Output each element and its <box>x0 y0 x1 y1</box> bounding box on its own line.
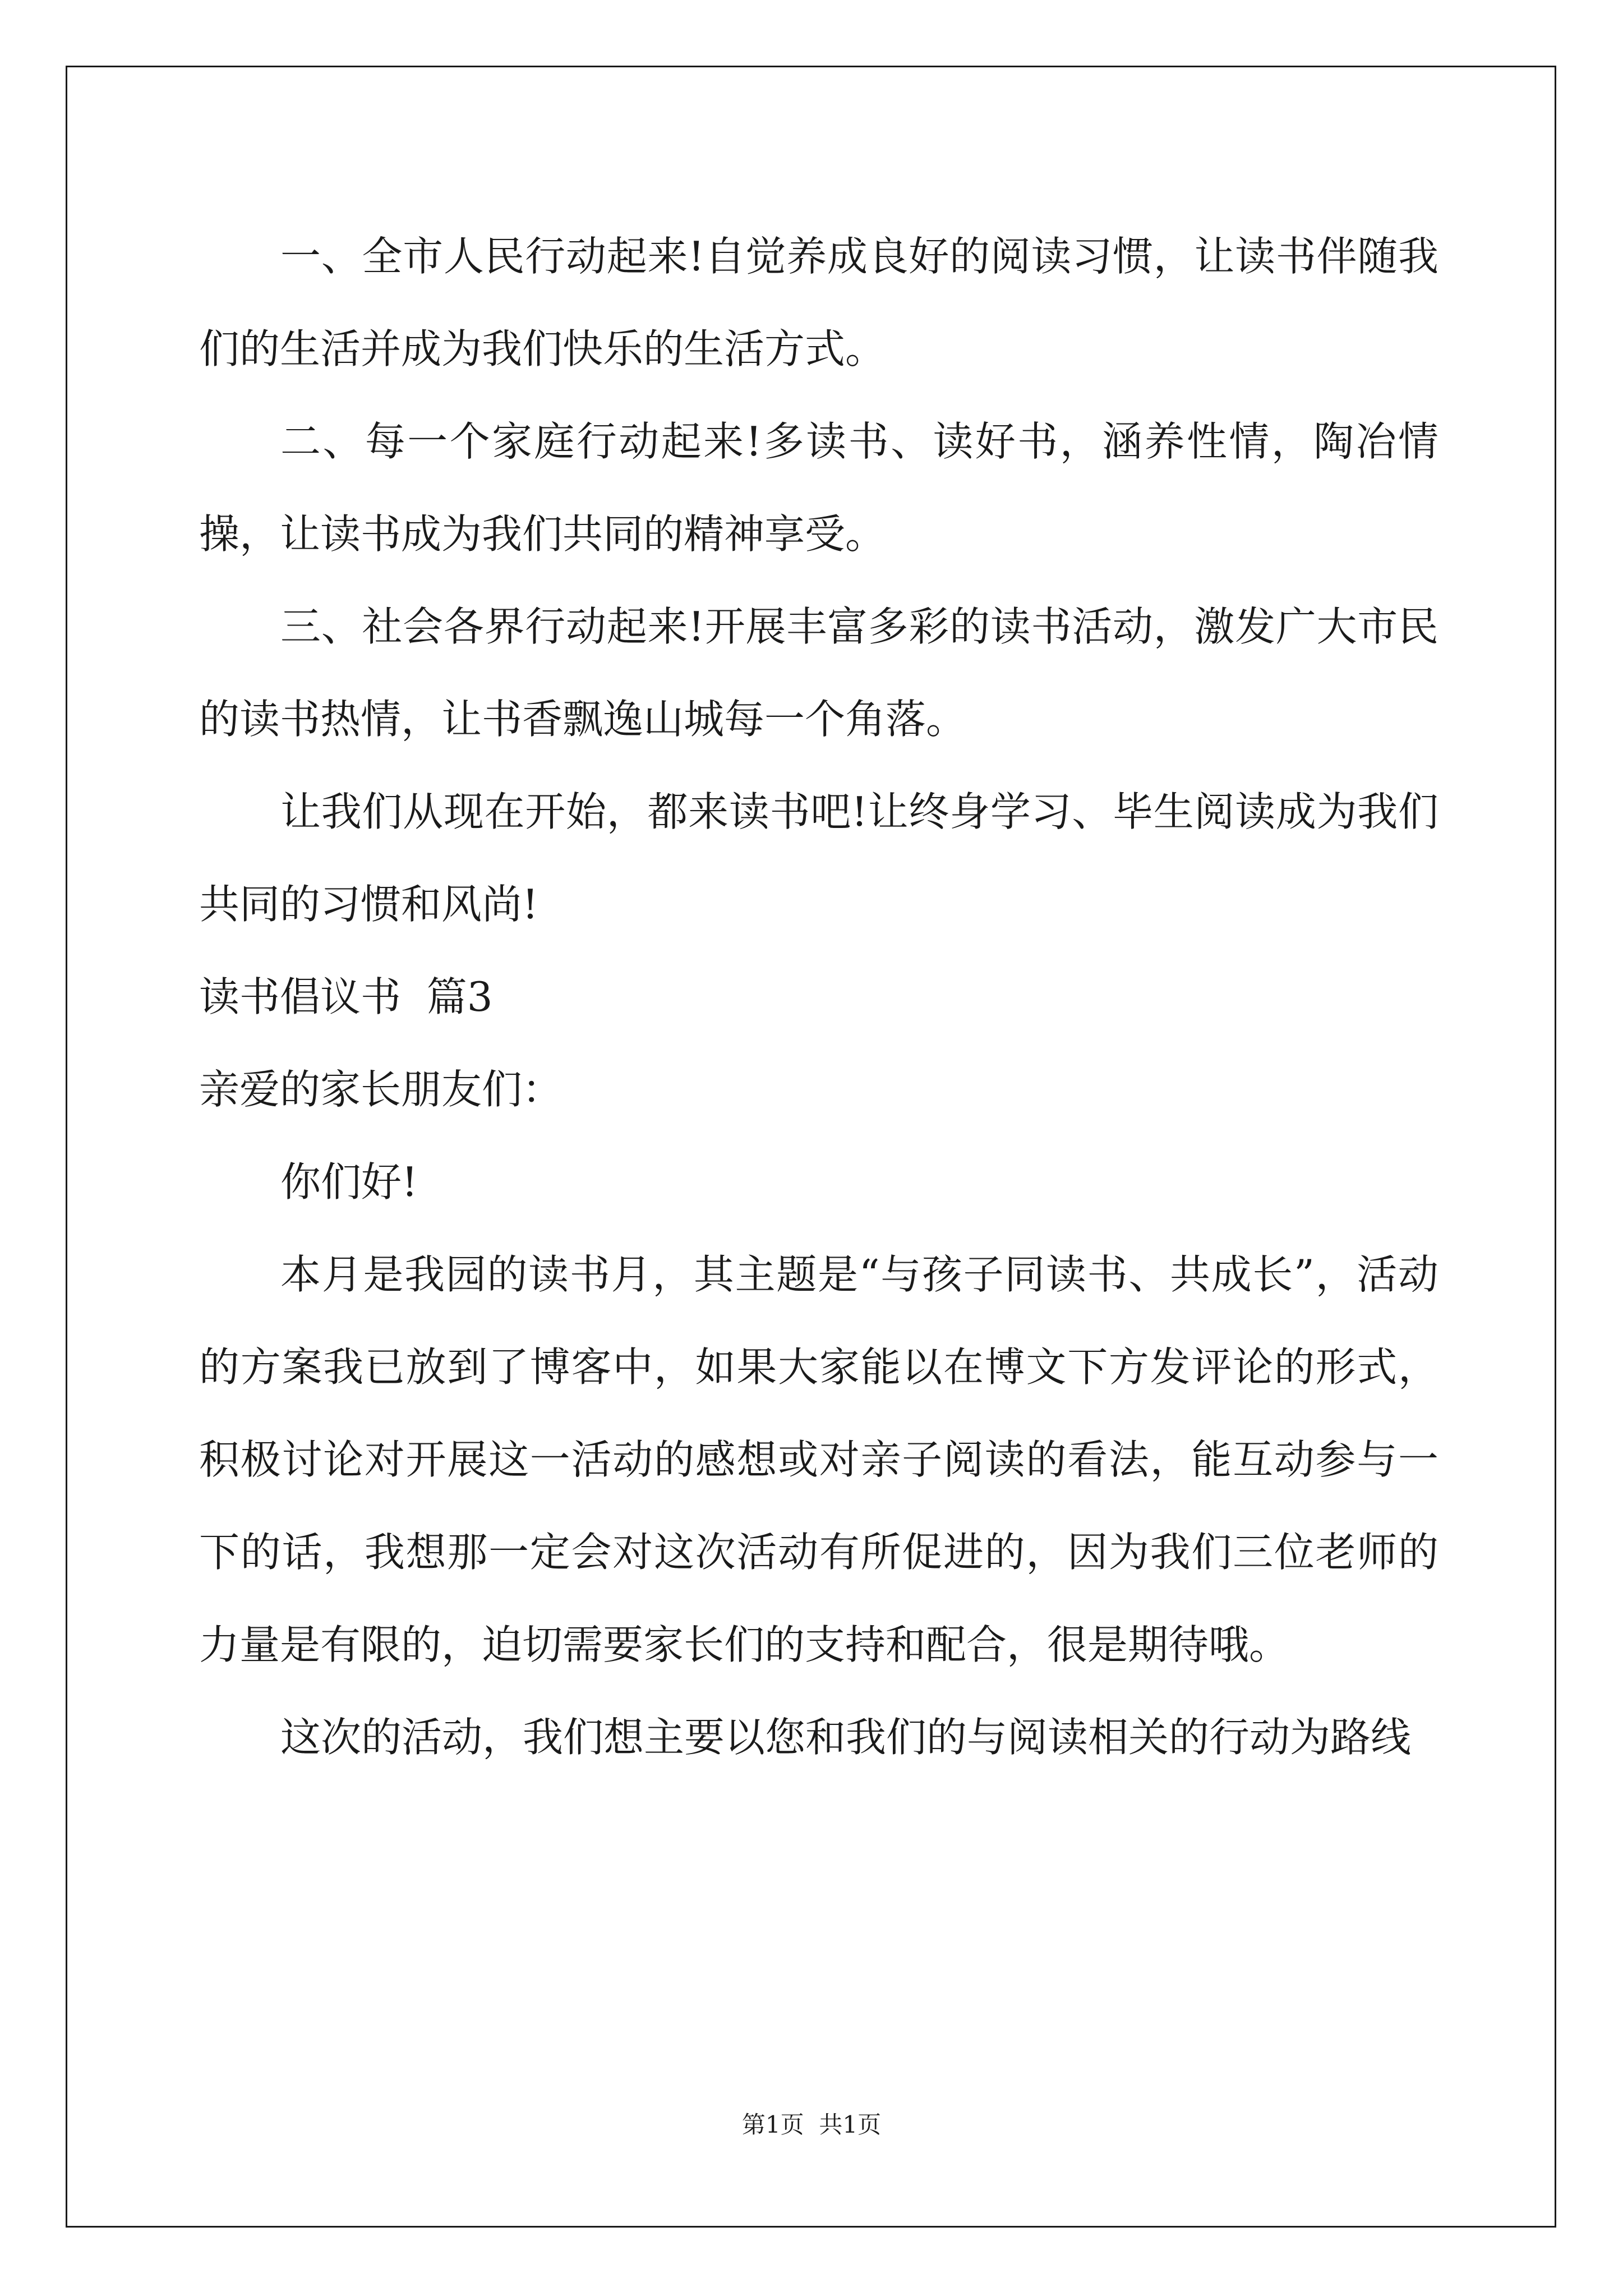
paragraph-4: 让我们从现在开始，都来读书吧!让终身学习、毕生阅读成为我们共同的习惯和风尚! <box>199 788 1438 928</box>
paragraph-1: 一、全市人民行动起来!自觉养成良好的阅读习惯，让读书伴随我们的生活并成为我们快乐的生活方式。 <box>199 233 1438 372</box>
paragraph-main: 本月是我园的读书月，其主题是“与孩子同读书、共成长”，活动的方案我已放到了博客中，如果大家能以在博文下方发评论的形式，积极讨论对开展这一活动的感想或对亲子阅读的看法，能互动参与一下的话，我想那一定会对这次活动有所促进的，因为我们三位老师的力量是有限的，迫切需要家长们的支持和配合，很是期待哦。 <box>199 1251 1438 1668</box>
salutation: 亲爱的家长朋友们： <box>199 1066 563 1113</box>
document-body <box>199 210 1438 1784</box>
greeting: 你们好! <box>280 1158 418 1205</box>
page-number-footer: 第1页 共1页 <box>741 2111 882 2138</box>
section-heading: 读书倡议书 篇3 <box>199 973 493 1020</box>
paragraph-2: 二、每一个家庭行动起来!多读书、读好书，涵养性情，陶冶情操，让读书成为我们共同的精神享受。 <box>199 418 1438 558</box>
paragraph-3: 三、社会各界行动起来!开展丰富多彩的读书活动，激发广大市民的读书热情，让书香飘逸山城每一个角落。 <box>199 603 1438 743</box>
paragraph-last: 这次的活动，我们想主要以您和我们的与阅读相关的行动为路线 <box>280 1714 1412 1761</box>
